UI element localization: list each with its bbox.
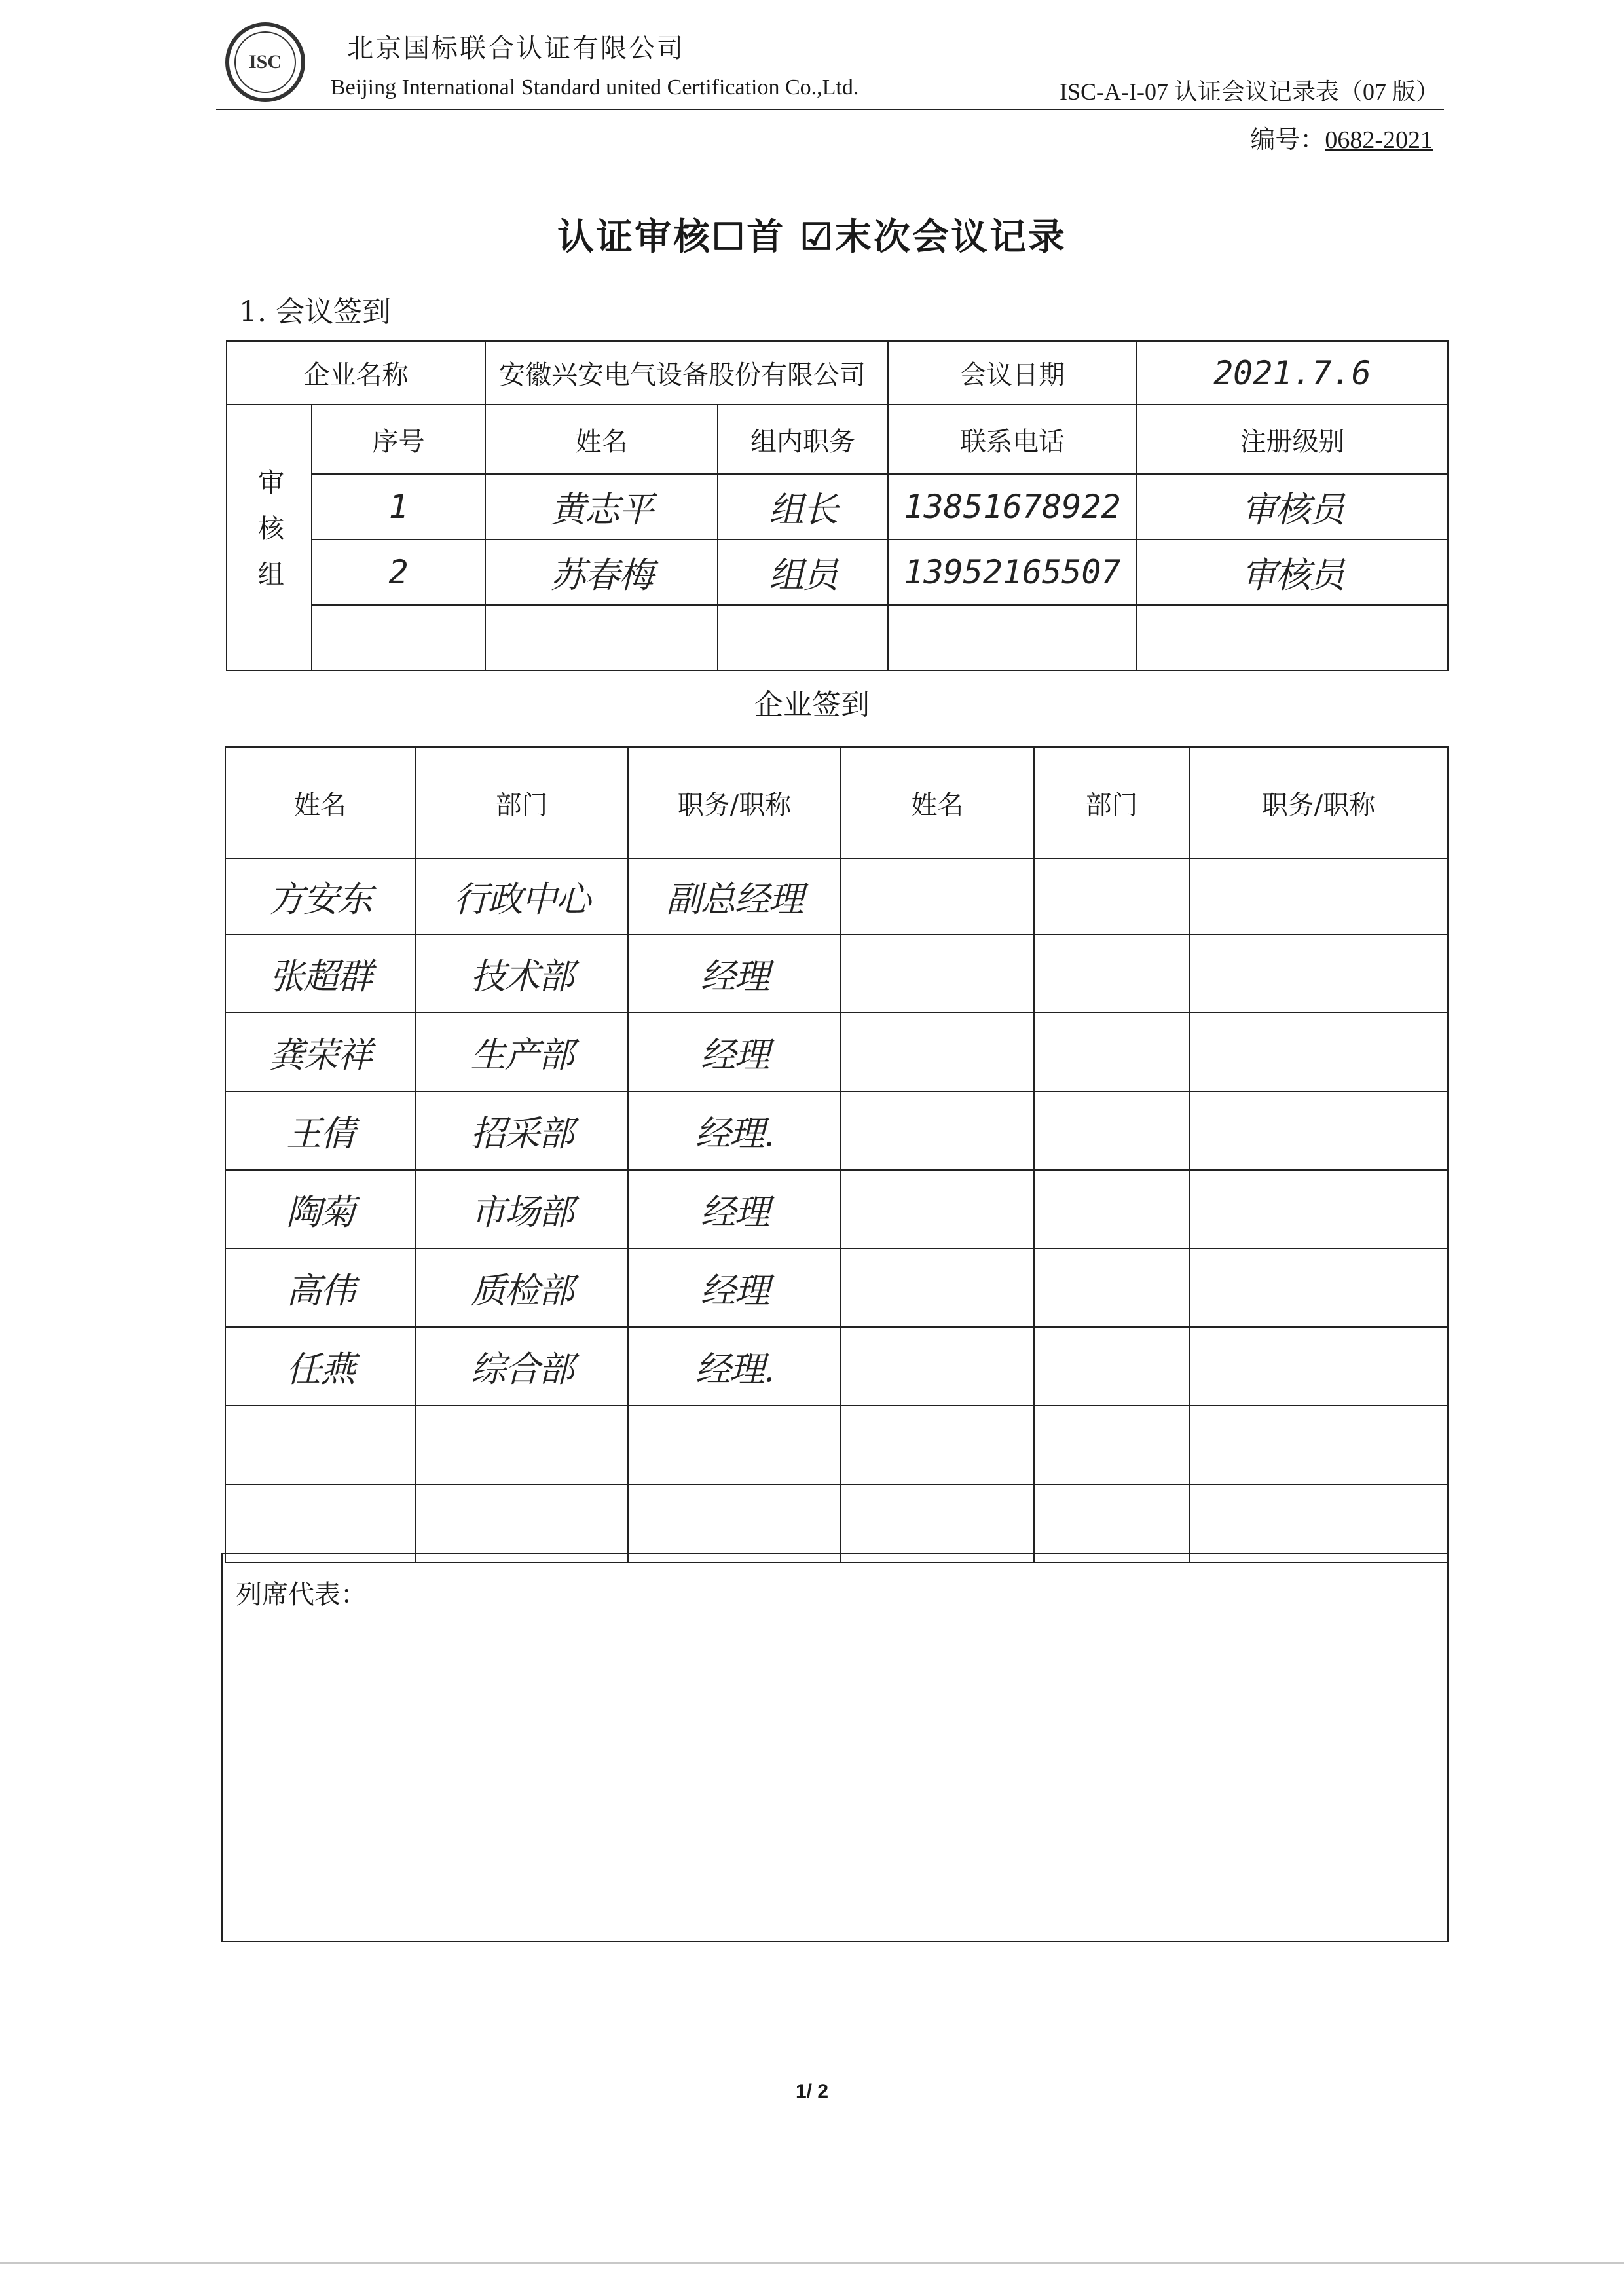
attendee-dept: 市场部 bbox=[415, 1170, 628, 1248]
table-row bbox=[225, 1484, 1448, 1563]
auditor-role bbox=[718, 605, 888, 670]
attendee-title: 经理. bbox=[628, 1327, 841, 1406]
header-dept: 部门 bbox=[415, 747, 628, 858]
audit-team-table bbox=[226, 340, 1449, 671]
attendee-name bbox=[225, 1484, 415, 1563]
form-code: ISC-A-I-07 认证会议记录表（07 版） bbox=[1060, 79, 1439, 105]
serial-label: 编号： bbox=[1250, 125, 1325, 154]
attendee-title: 经理 bbox=[628, 1170, 841, 1248]
table-row bbox=[227, 474, 1448, 539]
table-row bbox=[225, 934, 1448, 1013]
auditor-level bbox=[1137, 605, 1448, 670]
header-no: 序号 bbox=[312, 405, 485, 474]
attendee-dept: 质检部 bbox=[415, 1248, 628, 1327]
auditor-level: 审核员 bbox=[1137, 539, 1448, 605]
empty-cell bbox=[841, 1406, 1034, 1484]
empty-cell bbox=[1189, 1327, 1448, 1406]
empty-cell bbox=[841, 1013, 1034, 1091]
auditor-phone bbox=[888, 605, 1137, 670]
attendee-name: 高伟 bbox=[225, 1248, 415, 1327]
auditor-no: 2 bbox=[312, 539, 485, 605]
header-role: 组内职务 bbox=[718, 405, 888, 474]
header-name-2: 姓名 bbox=[841, 747, 1034, 858]
document-title: 认证审核☐首 ☑末次会议记录 bbox=[557, 215, 1067, 259]
auditor-role: 组员 bbox=[718, 539, 888, 605]
serial-number bbox=[1250, 119, 1433, 155]
auditor-phone: 13851678922 bbox=[888, 474, 1137, 539]
empty-cell bbox=[1189, 1091, 1448, 1170]
attendee-title: 副总经理 bbox=[628, 858, 841, 934]
attendee-dept: 招采部 bbox=[415, 1091, 628, 1170]
attendee-name: 张超群 bbox=[225, 934, 415, 1013]
empty-cell bbox=[1189, 934, 1448, 1013]
attendee-title: 经理 bbox=[628, 1013, 841, 1091]
empty-cell bbox=[1189, 1170, 1448, 1248]
empty-cell bbox=[1189, 1248, 1448, 1327]
table-row bbox=[225, 1406, 1448, 1484]
attendee-title: 经理 bbox=[628, 934, 841, 1013]
table-row bbox=[225, 1327, 1448, 1406]
empty-cell bbox=[1189, 1406, 1448, 1484]
table-row bbox=[225, 1248, 1448, 1327]
auditor-name: 苏春梅 bbox=[485, 539, 718, 605]
enterprise-signin-title: 企业签到 bbox=[754, 688, 870, 721]
attendee-name: 任燕 bbox=[225, 1327, 415, 1406]
auditor-level: 审核员 bbox=[1137, 474, 1448, 539]
header-name: 姓名 bbox=[225, 747, 415, 858]
header-divider bbox=[216, 109, 1444, 110]
attendee-dept: 生产部 bbox=[415, 1013, 628, 1091]
empty-cell bbox=[1034, 1327, 1189, 1406]
table-row bbox=[225, 1091, 1448, 1170]
header-name: 姓名 bbox=[485, 405, 718, 474]
auditor-phone: 13952165507 bbox=[888, 539, 1137, 605]
attendee-dept: 技术部 bbox=[415, 934, 628, 1013]
header-title-2: 职务/职称 bbox=[1189, 747, 1448, 858]
attendee-dept bbox=[415, 1484, 628, 1563]
auditor-no bbox=[312, 605, 485, 670]
empty-cell bbox=[1034, 858, 1189, 934]
company-logo bbox=[223, 20, 308, 105]
section-title: 1. 会议签到 bbox=[239, 295, 391, 329]
empty-cell bbox=[1034, 934, 1189, 1013]
empty-cell bbox=[841, 1484, 1034, 1563]
auditor-no: 1 bbox=[312, 474, 485, 539]
empty-cell bbox=[841, 934, 1034, 1013]
meeting-date-value: 2021.7.6 bbox=[1137, 341, 1448, 405]
auditor-role: 组长 bbox=[718, 474, 888, 539]
empty-cell bbox=[1034, 1170, 1189, 1248]
table-row bbox=[227, 605, 1448, 670]
enterprise-signin-table bbox=[225, 746, 1449, 1563]
table-row bbox=[227, 539, 1448, 605]
company-name-value: 安徽兴安电气设备股份有限公司 bbox=[485, 341, 888, 405]
table-row bbox=[225, 858, 1448, 934]
attendee-name: 陶菊 bbox=[225, 1170, 415, 1248]
empty-cell bbox=[841, 858, 1034, 934]
meeting-date-label: 会议日期 bbox=[888, 341, 1137, 405]
empty-cell bbox=[1034, 1484, 1189, 1563]
empty-cell bbox=[841, 1091, 1034, 1170]
attendee-name: 王倩 bbox=[225, 1091, 415, 1170]
serial-value: 0682-2021 bbox=[1325, 126, 1433, 154]
company-name-en: Beijing International Standard united Certification Co.,Ltd. bbox=[331, 75, 859, 100]
header-dept-2: 部门 bbox=[1034, 747, 1189, 858]
empty-cell bbox=[1189, 1013, 1448, 1091]
company-name-cn: 北京国标联合认证有限公司 bbox=[347, 33, 685, 64]
table-row bbox=[225, 1170, 1448, 1248]
table-row bbox=[225, 1013, 1448, 1091]
attendee-dept: 综合部 bbox=[415, 1327, 628, 1406]
attendee-name bbox=[225, 1406, 415, 1484]
empty-cell bbox=[1034, 1013, 1189, 1091]
attendee-title bbox=[628, 1484, 841, 1563]
attendee-title bbox=[628, 1406, 841, 1484]
header-level: 注册级别 bbox=[1137, 405, 1448, 474]
empty-cell bbox=[841, 1327, 1034, 1406]
empty-cell bbox=[841, 1170, 1034, 1248]
attendee-name: 龚荣祥 bbox=[225, 1013, 415, 1091]
auditor-name: 黄志平 bbox=[485, 474, 718, 539]
scan-edge bbox=[0, 2262, 1624, 2264]
company-name-label: 企业名称 bbox=[227, 341, 485, 405]
attendee-dept bbox=[415, 1406, 628, 1484]
attendee-title: 经理. bbox=[628, 1091, 841, 1170]
attendee-dept: 行政中心 bbox=[415, 858, 628, 934]
logo-text: ISC bbox=[248, 51, 282, 73]
empty-cell bbox=[1189, 1484, 1448, 1563]
empty-cell bbox=[841, 1248, 1034, 1327]
attendees-label: 列席代表： bbox=[236, 1580, 367, 1610]
header-phone: 联系电话 bbox=[888, 405, 1137, 474]
audit-group-text: 审核组 bbox=[253, 469, 284, 606]
attendee-title: 经理 bbox=[628, 1248, 841, 1327]
empty-cell bbox=[1034, 1248, 1189, 1327]
empty-cell bbox=[1034, 1406, 1189, 1484]
attendees-box bbox=[221, 1553, 1449, 1942]
header-title: 职务/职称 bbox=[628, 747, 841, 858]
empty-cell bbox=[1034, 1091, 1189, 1170]
audit-group-label bbox=[227, 405, 312, 670]
auditor-name bbox=[485, 605, 718, 670]
empty-cell bbox=[1189, 858, 1448, 934]
page-number: 1/ 2 bbox=[795, 2081, 829, 2102]
attendee-name: 方安东 bbox=[225, 858, 415, 934]
